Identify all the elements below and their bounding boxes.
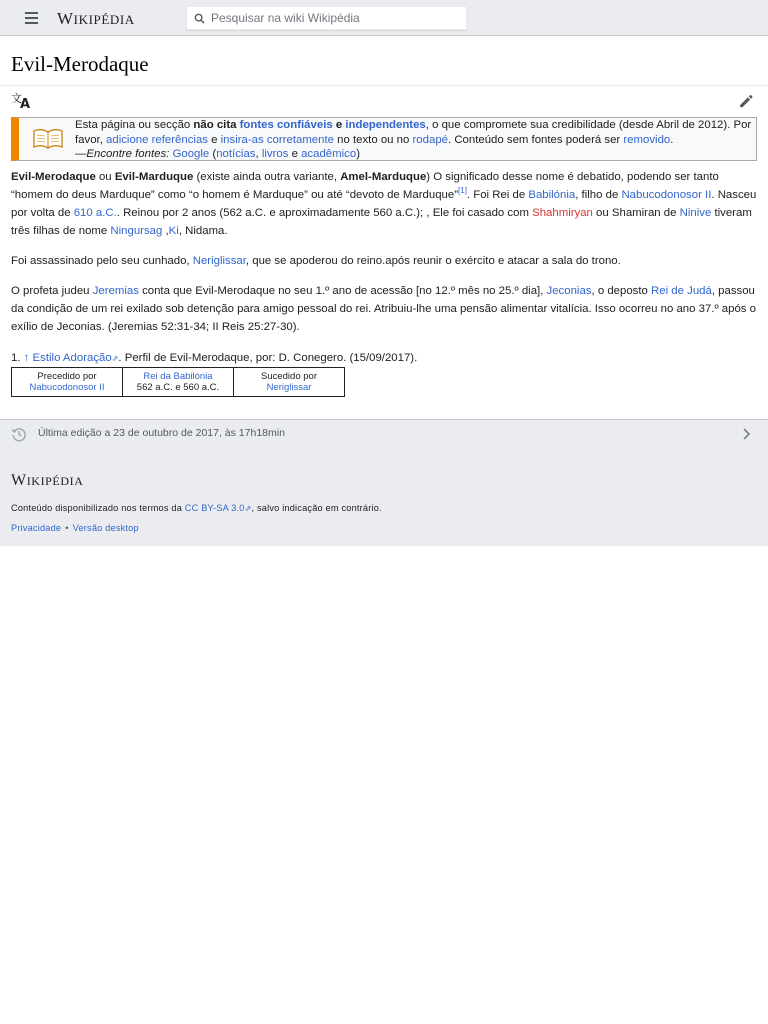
references-list: 1. ↑ Estilo Adoração⇗. Perfil de Evil-Merodaque, por: D. Conegero. (15/09/2017).	[11, 352, 418, 364]
link-rei-de-juda[interactable]: Rei de Judá	[651, 285, 712, 297]
link-neriglissar[interactable]: Neriglissar	[192, 255, 246, 267]
article-body	[11, 168, 759, 348]
wordmark-first-letter: W	[57, 9, 74, 28]
paragraph-jeremias: O profeta judeu Jeremias conta que Evil-Merodaque no seu 1.º ano de acessão [no 12.º mês no 25.º dia], Jeconias, o deposto Rei de Judá, passou da condição de um rei exilado sob detenção para amigo pessoal do rei. Atribuiu-lhe uma pensão alimentar vitalícia. Isso ocorreu no ano 37.º após o exílio de Jeconias. (Jeremias 52:31-34; II Reis 25:27-30).	[11, 285, 757, 333]
paragraph-death: Foi assassinado pelo seu cunhado, Neriglissar, que se apoderou do reino.após reunir o exército e atacar a sala do trono.	[11, 255, 621, 267]
search-icon	[194, 13, 205, 24]
link-google[interactable]: Google	[172, 148, 210, 160]
office-cell: Rei da Babilónia 562 a.C. e 560 a.C.	[123, 368, 234, 397]
link-610ac[interactable]: 610 a.C.	[73, 207, 117, 219]
chevron-right-icon	[742, 428, 752, 440]
link-livros[interactable]: livros	[261, 148, 289, 160]
link-fontes-confiaveis[interactable]: fontes confiáveis	[239, 119, 333, 131]
wikipedia-wordmark[interactable]	[57, 9, 135, 29]
link-ningursag[interactable]: Ningursag	[110, 225, 163, 237]
page-footer	[0, 447, 768, 546]
title-divider	[0, 85, 768, 86]
link-noticias[interactable]: notícias	[216, 148, 256, 160]
language-icon[interactable]	[11, 91, 33, 109]
external-link-icon: ⇗	[244, 504, 252, 513]
paragraph-intro: Evil-Merodaque ou Evil-Marduque (existe ainda outra variante, Amel-Marduque) O significado desse nome é debatido, podendo ser tanto “homem do deus Marduque” como “o homem é Marduque” ou até “devoto de Marduque”[1]. Foi Rei de Babilónia, filho de Nabucodonosor II. Nasceu por volta de 610 a.C.. Reinou por 2 anos (562 a.C. e aproximadamente 560 a.C.); , Ele foi casado com Shahmiryan ou Shamiran de Ninive tiveram três filhas de nome Ningursag ,Ki, Nidama.	[11, 171, 757, 237]
link-predecessor[interactable]: Nabucodonosor II	[29, 382, 105, 393]
reference-link-1[interactable]: [1]	[458, 186, 467, 196]
edit-pencil-icon[interactable]	[737, 92, 756, 110]
link-insira-corretamente[interactable]: insira-as corretamente	[220, 133, 334, 146]
warning-text: Esta página ou secção não cita fontes confiáveis e independentes, o que compromete sua credibilidade (desde Abril de 2012). Por favor, adicione referências e insira-as corretamente no texto ou no rodapé. Conteúdo sem fontes poderá ser removido. —Encontre fontes: Google (notícias, livros e acadêmico)	[75, 119, 752, 160]
link-removido[interactable]: removido	[623, 133, 671, 146]
footer-links	[11, 523, 139, 533]
successor-cell: Sucedido por Neriglissar	[234, 368, 345, 397]
svg-text:文: 文	[11, 92, 22, 105]
search-input[interactable]	[211, 10, 461, 26]
link-cc-by-sa[interactable]: CC BY-SA 3.0⇗	[184, 503, 252, 513]
history-clock-icon	[11, 426, 27, 442]
link-nabucodonosor[interactable]: Nabucodonosor II	[621, 189, 712, 201]
link-jeconias[interactable]: Jeconias	[546, 285, 592, 297]
link-jeremias[interactable]: Jeremias	[92, 285, 139, 297]
link-ninive[interactable]: Ninive	[679, 207, 712, 219]
link-estilo-adoracao[interactable]: Estilo Adoração⇗	[32, 352, 119, 364]
link-ki[interactable]: Ki	[168, 225, 179, 237]
top-header	[0, 0, 768, 36]
page-title: Evil-Merodaque	[11, 52, 149, 76]
svg-text:A: A	[20, 97, 31, 109]
link-privacidade[interactable]: Privacidade	[11, 523, 62, 533]
hamburger-menu-icon[interactable]	[22, 10, 42, 26]
link-versao-desktop[interactable]: Versão desktop	[72, 523, 139, 533]
last-modified-bar[interactable]	[0, 419, 768, 447]
book-icon	[31, 126, 65, 152]
predecessor-cell: Precedido por Nabucodonosor II	[12, 368, 123, 397]
unsourced-warning-box	[11, 117, 757, 161]
link-successor[interactable]: Neriglissar	[266, 382, 312, 393]
link-academico[interactable]: acadêmico	[301, 148, 357, 160]
search-box[interactable]	[186, 6, 467, 30]
separator-dot: •	[65, 523, 69, 533]
wordmark-rest: IKIPÉDIA	[73, 12, 135, 27]
link-adicione-referencias[interactable]: adicione referências	[106, 133, 208, 146]
link-rodape[interactable]: rodapé	[412, 133, 448, 146]
footer-wordmark: WIKIPÉDIA	[11, 472, 84, 489]
external-link-icon: ⇗	[111, 354, 119, 363]
link-babilonia[interactable]: Babilónia	[528, 189, 576, 201]
link-shahmiryan[interactable]: Shahmiryan	[532, 207, 593, 219]
link-office[interactable]: Rei da Babilónia	[143, 371, 213, 382]
license-text: Conteúdo disponibilizado nos termos da CC BY-SA 3.0⇗, salvo indicação em contrário.	[11, 503, 382, 513]
succession-box	[11, 367, 345, 397]
link-independentes[interactable]: independentes	[345, 119, 426, 131]
last-modified-text: Última edição a 23 de outubro de 2017, às 17h18min	[38, 427, 285, 439]
reference-backlink[interactable]: ↑	[23, 352, 30, 364]
